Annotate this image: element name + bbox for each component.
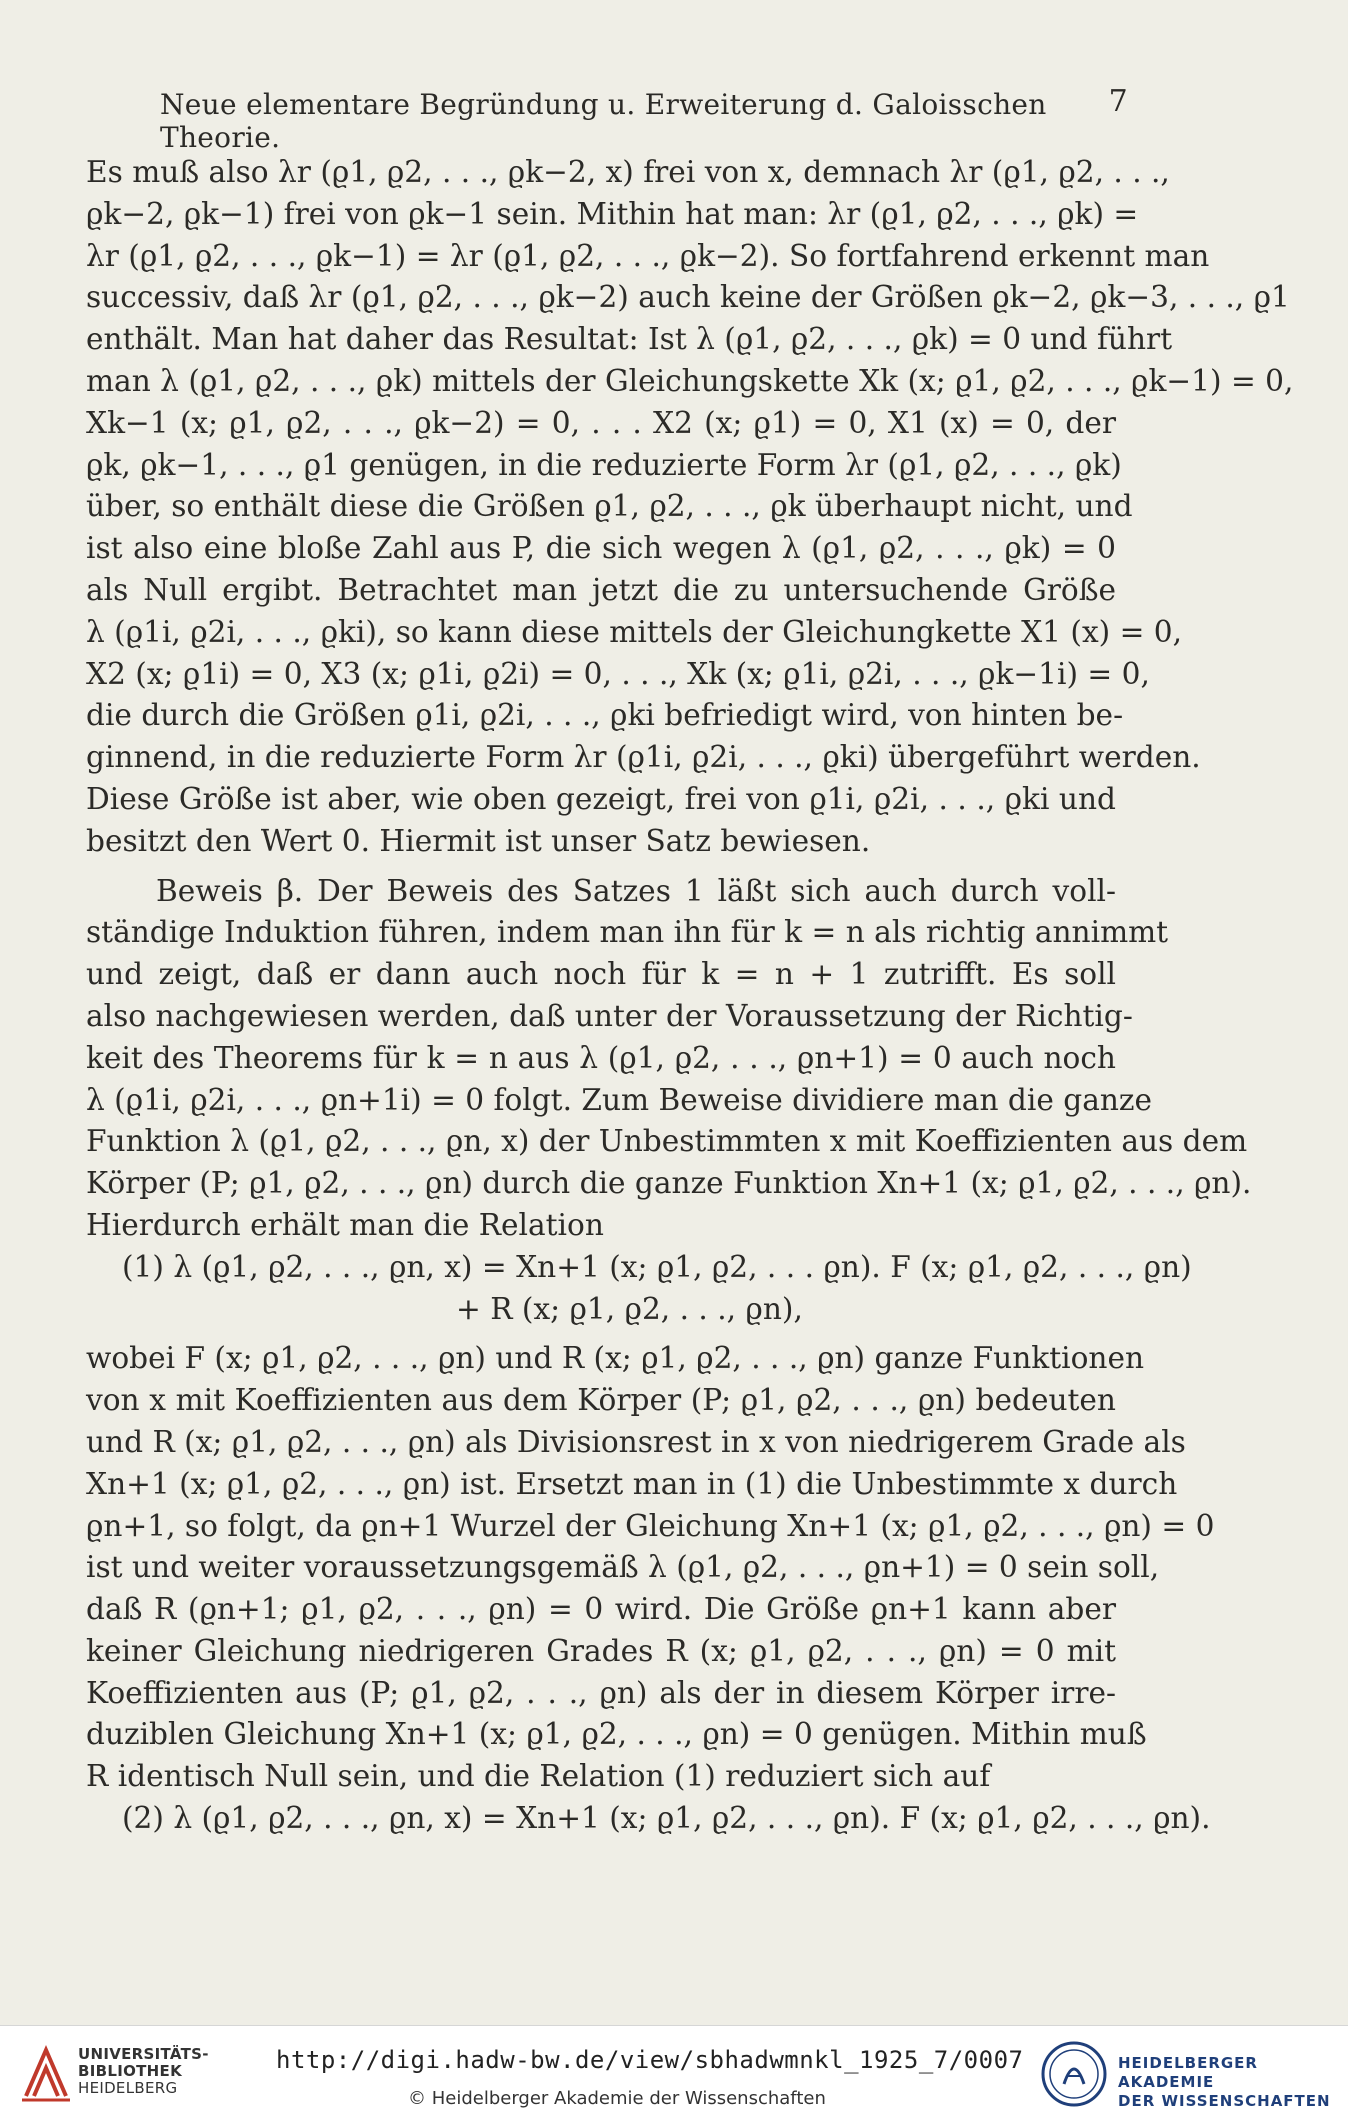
text-line: ϱk−2, ϱk−1) frei von ϱk−1 sein. Mithin hat man: λr (ϱ1, ϱ2, . . ., ϱk) = (86, 196, 1139, 231)
academy-name: HEIDELBERGER AKADEMIE DER WISSENSCHAFTEN (1118, 2054, 1331, 2110)
text-line: über, so enthält diese die Größen ϱ1, ϱ2, . . ., ϱk überhaupt nicht, und (86, 489, 1133, 524)
text-line: λ (ϱ1i, ϱ2i, . . ., ϱn+1i) = 0 folgt. Zum Beweise dividiere man die ganze (86, 1082, 1152, 1117)
text-line: X2 (x; ϱ1i) = 0, X3 (x; ϱ1i, ϱ2i) = 0, . . ., Xk (x; ϱ1i, ϱ2i, . . ., ϱk−1i) = 0, (86, 656, 1150, 691)
text-line: daß R (ϱn+1; ϱ1, ϱ2, . . ., ϱn) = 0 wird. Die Größe ϱn+1 kann aber (86, 1592, 1116, 1627)
text-line: keit des Theorems für k = n aus λ (ϱ1, ϱ2, . . ., ϱn+1) = 0 auch noch (86, 1040, 1116, 1075)
page-number: 7 (1108, 84, 1128, 119)
equation-1-line-b: + R (x; ϱ1, ϱ2, . . ., ϱn), (456, 1291, 803, 1326)
text-line: Xk−1 (x; ϱ1, ϱ2, . . ., ϱk−2) = 0, . . . X2 (x; ϱ1) = 0, X1 (x) = 0, der (86, 405, 1116, 440)
university-library-logo-icon (18, 2044, 74, 2104)
text-line: ist also eine bloße Zahl aus P, die sich wegen λ (ϱ1, ϱ2, . . ., ϱk) = 0 (86, 531, 1116, 566)
permalink-url[interactable]: http://digi.hadw-bw.de/view/sbhadwmnkl_1925_7/0007 (276, 2046, 1024, 2074)
text-line: Hierdurch erhält man die Relation (86, 1207, 604, 1242)
text-line: R identisch Null sein, und die Relation (1) reduziert sich auf (86, 1759, 991, 1794)
text-line: Es muß also λr (ϱ1, ϱ2, . . ., ϱk−2, x) frei von x, demnach λr (ϱ1, ϱ2, . . ., (86, 155, 1170, 189)
text-line: Funktion λ (ϱ1, ϱ2, . . ., ϱn, x) der Unbestimmten x mit Koeffizienten aus dem (86, 1124, 1248, 1159)
university-library-name: UNIVERSITÄTS- BIBLIOTHEK HEIDELBERG (78, 2045, 209, 2097)
text-line: successiv, daß λr (ϱ1, ϱ2, . . ., ϱk−2) auch keine der Größen ϱk−2, ϱk−3, . . ., ϱ1 (86, 280, 1290, 315)
text-line: und R (x; ϱ1, ϱ2, . . ., ϱn) als Divisionsrest in x von niedrigerem Grade als (86, 1424, 1186, 1459)
copyright-notice: © Heidelberger Akademie der Wissenschaften (408, 2088, 826, 2109)
text-line: keiner Gleichung niedrigeren Grades R (x; ϱ1, ϱ2, . . ., ϱn) = 0 mit (86, 1633, 1116, 1668)
text-line: duziblen Gleichung Xn+1 (x; ϱ1, ϱ2, . . ., ϱn) = 0 genügen. Mithin muß (86, 1717, 1147, 1752)
text-line: λr (ϱ1, ϱ2, . . ., ϱk−1) = λr (ϱ1, ϱ2, . . ., ϱk−2). So fortfahrend erkennt man (86, 238, 1210, 273)
text-line: besitzt den Wert 0. Hiermit ist unser Satz bewiesen. (86, 823, 871, 858)
text-line: Koeffizienten aus (P; ϱ1, ϱ2, . . ., ϱn) als der in diesem Körper irre- (86, 1675, 1116, 1710)
text-line: die durch die Größen ϱ1i, ϱ2i, . . ., ϱki befriedigt wird, von hinten be- (86, 698, 1124, 733)
text-line: also nachgewiesen werden, daß unter der Voraussetzung der Richtig- (86, 998, 1133, 1033)
text-line: ständige Induktion führen, indem man ihn für k = n als richtig annimmt (86, 915, 1169, 950)
text-line: Diese Größe ist aber, wie oben gezeigt, frei von ϱ1i, ϱ2i, . . ., ϱki und (86, 781, 1116, 816)
beweis-heading-line: Beweis β. Der Beweis des Satzes 1 läßt sich auch durch voll- (156, 873, 1116, 908)
text-line: ϱn+1, so folgt, da ϱn+1 Wurzel der Gleichung Xn+1 (x; ϱ1, ϱ2, . . ., ϱn) = 0 (86, 1508, 1215, 1543)
viewer-footer (0, 2025, 1348, 2122)
text-line: enthält. Man hat daher das Resultat: Ist λ (ϱ1, ϱ2, . . ., ϱk) = 0 und führt (86, 322, 1173, 357)
text-line: von x mit Koeffizienten aus dem Körper (P; ϱ1, ϱ2, . . ., ϱn) bedeuten (86, 1383, 1116, 1418)
running-title: Neue elementare Begründung u. Erweiterung d. Galoisschen Theorie. (160, 88, 1047, 154)
text-line: Xn+1 (x; ϱ1, ϱ2, . . ., ϱn) ist. Ersetzt man in (1) die Unbestimmte x durch (86, 1466, 1178, 1501)
text-line: ginnend, in die reduzierte Form λr (ϱ1i, ϱ2i, . . ., ϱki) übergeführt werden. (86, 740, 1201, 775)
page-body (86, 152, 1294, 1840)
text-line: und zeigt, daß er dann auch noch für k = n + 1 zutrifft. Es soll (86, 957, 1116, 992)
running-header (88, 80, 1128, 154)
text-line: man λ (ϱ1, ϱ2, . . ., ϱk) mittels der Gleichungskette Xk (x; ϱ1, ϱ2, . . ., ϱk−1) = 0, (86, 363, 1294, 398)
text-line: Körper (P; ϱ1, ϱ2, . . ., ϱn) durch die ganze Funktion Xn+1 (x; ϱ1, ϱ2, . . ., ϱn). (86, 1166, 1252, 1201)
text-line: ist und weiter voraussetzungsgemäß λ (ϱ1, ϱ2, . . ., ϱn+1) = 0 sein soll, (86, 1550, 1160, 1585)
text-line: λ (ϱ1i, ϱ2i, . . ., ϱki), so kann diese mittels der Gleichungkette X1 (x) = 0, (86, 614, 1183, 649)
text-line: ϱk, ϱk−1, . . ., ϱ1 genügen, in die reduzierte Form λr (ϱ1, ϱ2, . . ., ϱk) (86, 447, 1122, 482)
academy-seal-icon (1040, 2040, 1108, 2108)
text-line: wobei F (x; ϱ1, ϱ2, . . ., ϱn) und R (x; ϱ1, ϱ2, . . ., ϱn) ganze Funktionen (86, 1341, 1145, 1376)
equation-2: (2) λ (ϱ1, ϱ2, . . ., ϱn, x) = Xn+1 (x; ϱ1, ϱ2, . . ., ϱn). F (x; ϱ1, ϱ2, . . ., ϱn). (122, 1801, 1211, 1836)
equation-1-line-a: (1) λ (ϱ1, ϱ2, . . ., ϱn, x) = Xn+1 (x; ϱ1, ϱ2, . . . ϱn). F (x; ϱ1, ϱ2, . . ., ϱn) (122, 1249, 1192, 1284)
text-line: als Null ergibt. Betrachtet man jetzt die zu untersuchende Größe (86, 572, 1116, 607)
